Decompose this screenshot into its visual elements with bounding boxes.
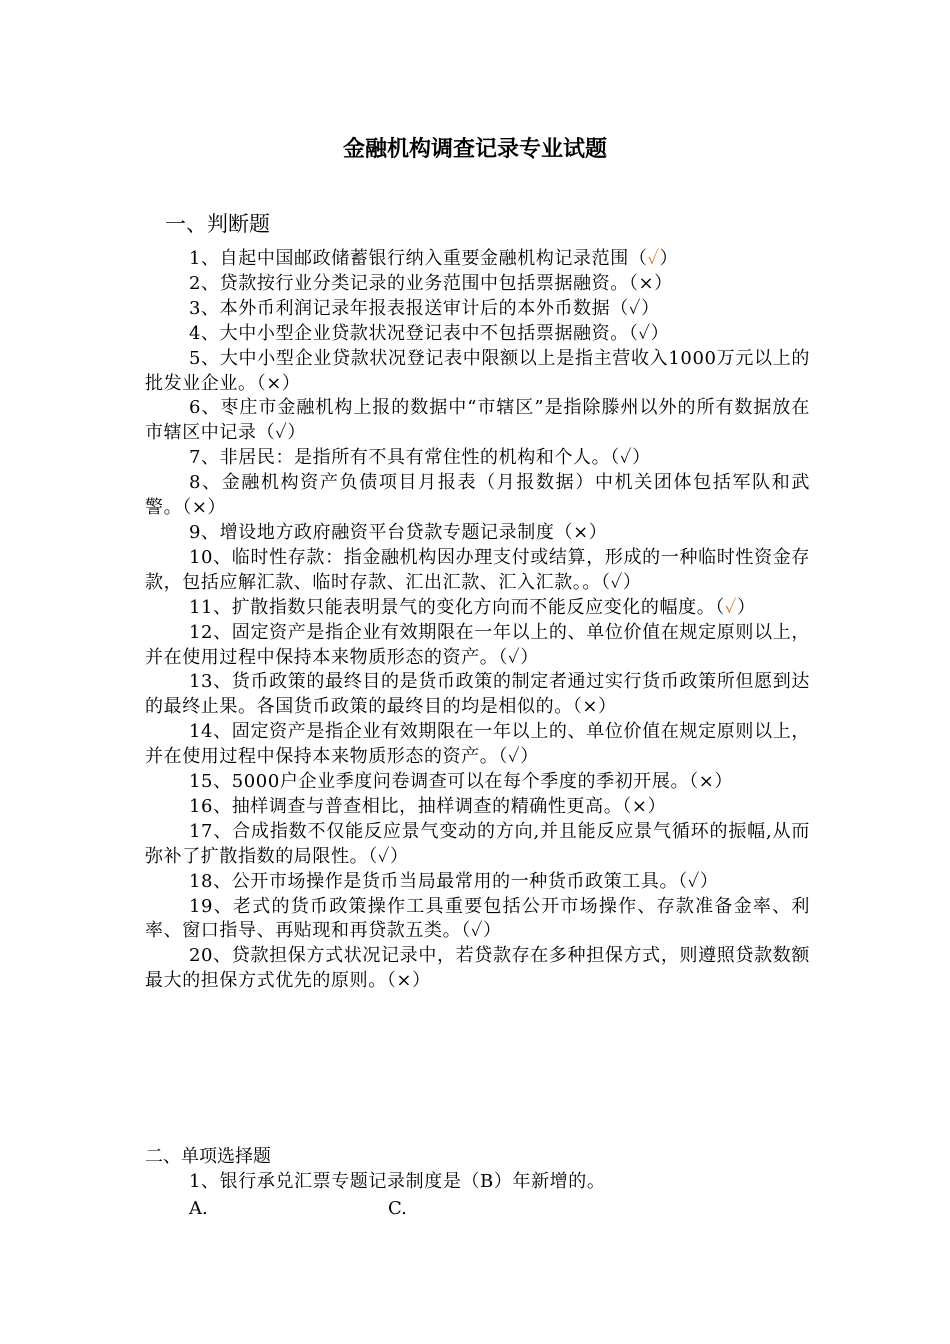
- question-item: [145, 396, 810, 446]
- question-item: [145, 347, 810, 397]
- answer-mark: ×: [573, 521, 589, 543]
- answer-mark: ✓: [610, 571, 623, 593]
- question-item: [145, 670, 810, 720]
- question-text: 4、大中小型企业贷款状况登记表中不包括票据融资。（: [189, 322, 639, 344]
- closing-paren: ）: [483, 920, 502, 942]
- answer-mark: ✓: [508, 746, 521, 768]
- question-text: 15、5000户企业季度问卷调查可以在每个季度的季初开展。（: [189, 771, 699, 793]
- closing-paren: ）: [588, 521, 608, 543]
- closing-paren: ）: [520, 646, 539, 668]
- answer-mark: ✓: [508, 646, 521, 668]
- closing-paren: ）: [598, 696, 617, 718]
- question-item: [145, 247, 810, 272]
- question-item: [145, 521, 810, 546]
- question-item: [145, 272, 810, 297]
- question-item: [145, 621, 810, 671]
- question-item: [145, 297, 810, 322]
- answer-mark: ×: [638, 272, 655, 294]
- closing-paren: ）: [287, 422, 307, 444]
- answer-mark: ×: [266, 372, 282, 394]
- closing-paren: ）: [641, 297, 660, 319]
- question-text: 8、金融机构资产负债项目月报表（月报数据）中机关团体包括军队和武警。（: [145, 472, 810, 519]
- question-item: [145, 596, 810, 621]
- question-text: 20、贷款担保方式状况记录中，若贷款存在多种担保方式，则遵照贷款数额最大的担保方式优先的原则。（: [145, 945, 810, 992]
- question-text: 16、抽样调查与普查相比，抽样调查的精确性更高。（: [189, 795, 632, 817]
- question-text: 13、货币政策的最终目的是货币政策的制定者通过实行货币政策所但愿到达的最终止果。各国货币政策的最终目的均是相似的。（: [145, 671, 810, 718]
- question-text: 2、贷款按行业分类记录的业务范围中包括票据融资。（: [189, 272, 639, 294]
- option-a: A.: [189, 1198, 208, 1219]
- closing-paren: ）: [650, 322, 670, 344]
- question-item: [145, 546, 810, 596]
- question-item: [145, 944, 810, 994]
- closing-paren: ）: [632, 447, 651, 469]
- answer-mark: ×: [631, 795, 648, 817]
- answer-mark: ×: [698, 771, 715, 793]
- closing-paren: ）: [659, 248, 679, 269]
- question-item: [145, 795, 810, 820]
- question-text: 14、固定资产是指企业有效期限在一年以上的、单位价值在规定原则以上，并在使用过程中保持本来物质形态的资产。（: [145, 721, 810, 768]
- answer-mark: ✓: [687, 870, 700, 892]
- question-text: 10、临时性存款：指金融机构因办理支付或结算，形成的一种临时性资金存款，包括应解汇款、临时存款、汇出汇款、汇入汇款。。（: [145, 546, 810, 593]
- answer-mark: ✓: [628, 297, 642, 319]
- question-item: [145, 446, 810, 471]
- question-item: [145, 820, 810, 870]
- closing-paren: ）: [714, 771, 734, 793]
- closing-paren: ）: [520, 746, 539, 768]
- answer-mark: ✓: [647, 248, 660, 269]
- section-heading-single-choice: 二、单项选择题: [145, 1146, 271, 1167]
- closing-paren: ）: [737, 596, 756, 618]
- single-choice-question-1: 1、银行承兑汇票专题记录制度是（B）年新增的。: [189, 1171, 606, 1192]
- question-text: 5、大中小型企业贷款状况登记表中限额以上是指主营收入1000万元以上的批发业企业。（: [145, 347, 810, 394]
- answer-mark: ×: [582, 696, 599, 718]
- question-item: [145, 770, 810, 795]
- closing-paren: ）: [281, 372, 301, 394]
- answer-mark: ✓: [619, 447, 633, 469]
- question-text: 6、枣庄市金融机构上报的数据中“市辖区”是指除滕州以外的所有数据放在市辖区中记录（: [145, 397, 810, 444]
- question-text: 3、本外币利润记录年报表报送审计后的本外币数据（: [189, 297, 629, 319]
- question-text: 12、固定资产是指企业有效期限在一年以上的、单位价值在规定原则以上，并在使用过程中保持本来物质形态的资产。（: [145, 621, 810, 668]
- question-item: [145, 322, 810, 347]
- question-text: 11、扩散指数只能表明景气的变化方向而不能反应变化的幅度。（: [189, 596, 725, 618]
- answer-mark: ✓: [275, 422, 288, 444]
- question-text: 17、合成指数不仅能反应景气变动的方向,并且能反应景气循环的振幅,从而弥补了扩散指数的局限性。（: [145, 820, 810, 867]
- question-item: [145, 720, 810, 770]
- answer-mark: ×: [396, 970, 413, 992]
- closing-paren: ）: [654, 272, 673, 294]
- question-text: 18、公开市场操作是货币当局最常用的一种货币政策工具。（: [189, 870, 688, 892]
- question-item: [145, 895, 810, 945]
- closing-paren: ）: [207, 497, 227, 519]
- answer-mark: ×: [191, 497, 208, 519]
- closing-paren: ）: [412, 970, 431, 992]
- question-item: [145, 870, 810, 895]
- answer-mark: ✓: [470, 920, 484, 942]
- answer-mark: ✓: [377, 845, 391, 867]
- answer-mark: ✓: [638, 322, 651, 344]
- answer-mark: ✓: [724, 596, 738, 618]
- true-false-question-list: [145, 247, 810, 994]
- section-heading-true-false: 一、判断题: [165, 212, 270, 236]
- question-text: 9、增设地方政府融资平台贷款专题记录制度（: [189, 521, 574, 543]
- closing-paren: ）: [699, 870, 719, 892]
- question-text: 7、非居民：是指所有不具有常住性的机构和个人。（: [189, 447, 620, 469]
- closing-paren: ）: [647, 795, 667, 817]
- option-c: C.: [388, 1198, 407, 1219]
- closing-paren: ）: [622, 571, 642, 593]
- document-title: 金融机构调查记录专业试题: [342, 137, 607, 162]
- closing-paren: ）: [390, 845, 409, 867]
- question-text: 19、老式的货币政策操作工具重要包括公开市场操作、存款准备金率、利率、窗口指导、再贴现和再贷款五类。（: [145, 895, 810, 942]
- question-item: [145, 471, 810, 521]
- question-text: 1、自起中国邮政储蓄银行纳入重要金融机构记录范围（: [189, 248, 648, 269]
